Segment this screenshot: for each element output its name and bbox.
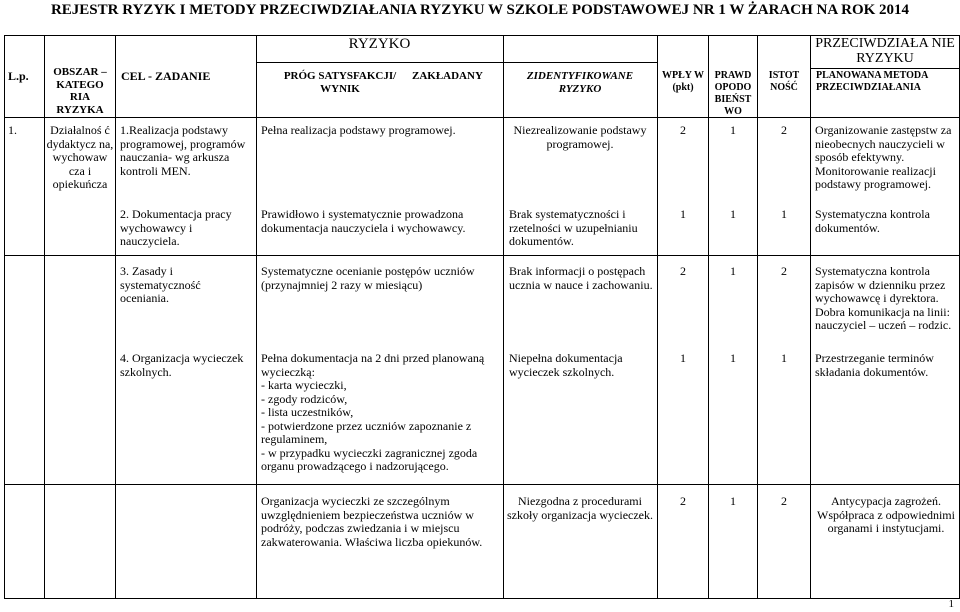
header-lp: L.p. xyxy=(8,69,29,83)
cel-cell: 4. Organizacja wycieczek szkolnych. xyxy=(120,351,244,379)
wplyw-value: 1 xyxy=(680,351,686,365)
header-istotnosc: ISTOT NOŚĆ xyxy=(768,70,800,93)
header-ryzyko-group: RYZYKO xyxy=(348,36,411,52)
metoda-cell: Organizowanie zastępstw za nieobecnych nauczycieli w sposób efektywny. Monitorowanie realizacji podstawy programowej. xyxy=(815,123,952,191)
cel-cell: 2. Dokumentacja pracy wychowawcy i nauczyciela. xyxy=(120,207,232,248)
prawd-value: 1 xyxy=(730,264,736,278)
istotnosc-value: 1 xyxy=(781,351,787,365)
metoda-cell: Systematyczna kontrola zapisów w dzienniku przez wychowawcę i dyrektora. Dobra komunikacja na linii: nauczyciel – uczeń – rodzic. xyxy=(815,264,952,332)
header-zidentyfikowane: ZIDENTYFIKOWANE RYZYKO xyxy=(526,70,634,95)
prawd-value: 1 xyxy=(730,207,736,221)
prog-cell: Systematyczne ocenianie postępów uczniów (przynajmniej 2 razy w miesiącu) xyxy=(261,264,475,292)
cel-cell: 1.Realizacja podstawy programowej, programów nauczania- wg arkusza kontroli MEN. xyxy=(120,123,246,178)
prog-cell: Pełna realizacja podstawy programowej. xyxy=(261,123,456,137)
header-planowana: PLANOWANA METODA PRZECIWDZIAŁANIA xyxy=(816,70,928,93)
prawd-value: 1 xyxy=(730,494,736,508)
header-prawd: PRAWD OPODO BIEŃST WO xyxy=(714,70,752,117)
cel-cell: 3. Zasady i systematyczność oceniania. xyxy=(120,264,201,305)
istotnosc-value: 2 xyxy=(781,264,787,278)
ryzyko-cell: Brak systematyczności i rzetelności w uzupełnianiu dokumentów. xyxy=(509,207,638,248)
header-prog: PRÓG SATYSFAKCJI/ WYNIK xyxy=(283,70,397,95)
header-cel: CEL - ZADANIE xyxy=(121,69,211,83)
wplyw-value: 2 xyxy=(680,494,686,508)
wplyw-value: 2 xyxy=(680,264,686,278)
prog-cell: Pełna dokumentacja na 2 dni przed planowaną wycieczką: - karta wycieczki, - zgody rodziców, - lista uczestników, - potwierdzone przez uczniów zapoznanie z regulaminem, - w przypadku wycieczki zagranicznej zgoda organu prowadzącego i nadzorującego. xyxy=(261,351,485,473)
header-przeciw-group: PRZECIWDZIAŁA NIE RYZYKU xyxy=(815,36,955,66)
header-obszar: OBSZAR – KATEGO RIA RYZYKA xyxy=(53,66,107,116)
istotnosc-value: 2 xyxy=(781,494,787,508)
ryzyko-cell: Brak informacji o postępach ucznia w nauce i zachowaniu. xyxy=(509,264,653,292)
ryzyko-cell: Niezgodna z procedurami szkoły organizacja wycieczek. xyxy=(506,494,654,522)
metoda-cell: Antycypacja zagrożeń. Współpraca z odpowiednimi organami i instytucjami. xyxy=(817,494,955,535)
wplyw-value: 2 xyxy=(680,123,686,137)
page-title: REJESTR RYZYK I METODY PRZECIWDZIAŁANIA RYZYKU W SZKOLE PODSTAWOWEJ NR 1 W ŻARACH NA ROK 2014 xyxy=(50,2,910,18)
metoda-cell: Systematyczna kontrola dokumentów. xyxy=(815,207,930,235)
header-zakladany: ZAKŁADANY xyxy=(412,70,483,82)
row-lp: 1. xyxy=(8,123,17,137)
metoda-cell: Przestrzeganie terminów składania dokumentów. xyxy=(815,351,934,379)
istotnosc-value: 1 xyxy=(781,207,787,221)
obszar-cell: Działalnoś ć dydaktycz na, wychowaw cza i opiekuńcza xyxy=(46,123,114,191)
prog-cell: Organizacja wycieczki ze szczególnym uwzględnieniem bezpieczeństwa uczniów w podróży, podczas zwiedzania i w miejscu zakwaterowania. Właściwa liczba opiekunów. xyxy=(261,494,483,549)
prog-cell: Prawidłowo i systematycznie prowadzona dokumentacja nauczyciela i wychowawcy. xyxy=(261,207,466,235)
istotnosc-value: 2 xyxy=(781,123,787,137)
header-wplyw: WPŁY W (pkt) xyxy=(662,70,704,93)
ryzyko-cell: Niepełna dokumentacja wycieczek szkolnych. xyxy=(509,351,623,379)
prawd-value: 1 xyxy=(730,351,736,365)
wplyw-value: 1 xyxy=(680,207,686,221)
ryzyko-cell: Niezrealizowanie podstawy programowej. xyxy=(513,123,647,151)
prawd-value: 1 xyxy=(730,123,736,137)
page-number: 1 xyxy=(948,598,954,610)
